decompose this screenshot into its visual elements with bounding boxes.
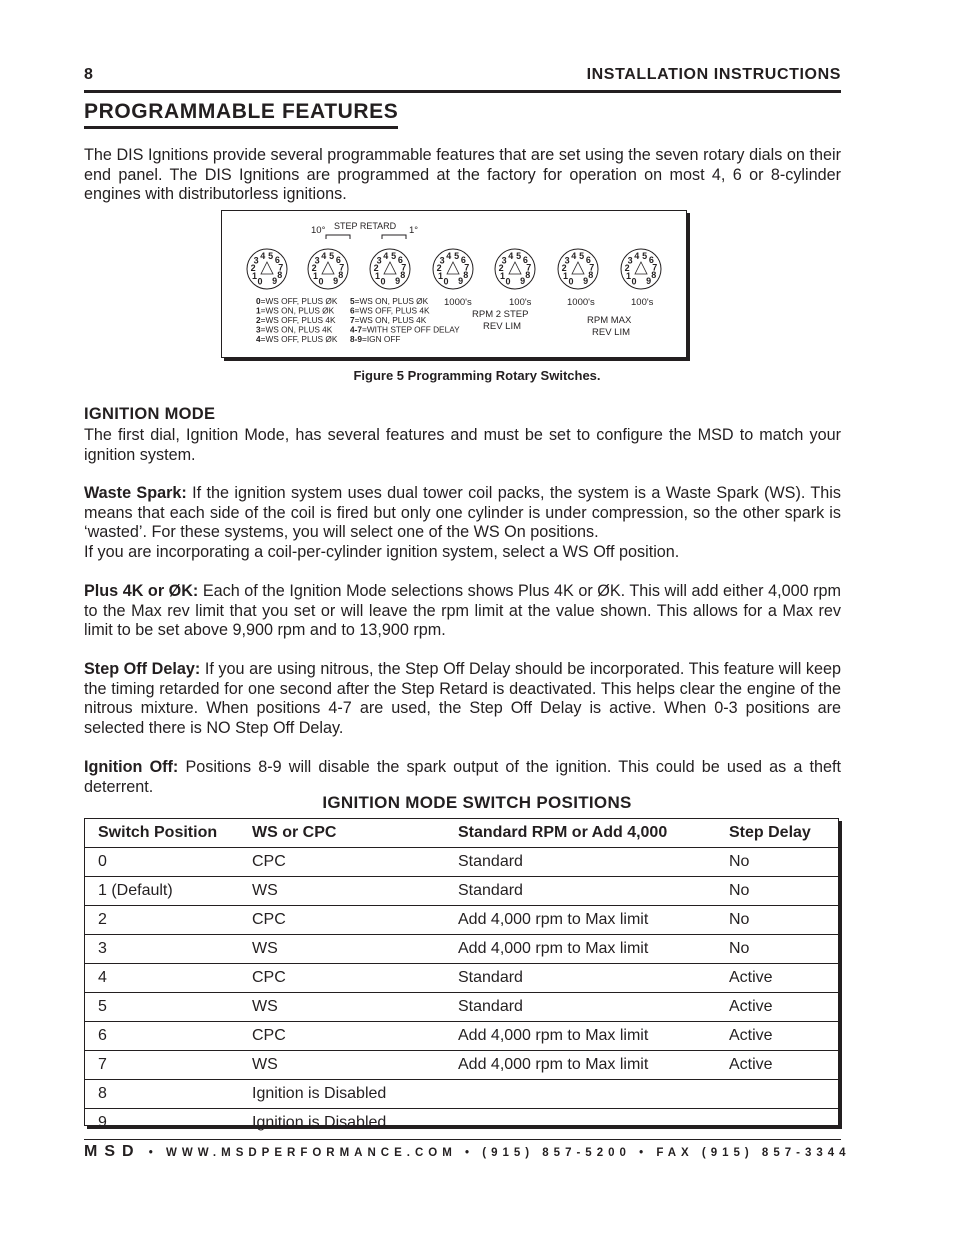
table-title: IGNITION MODE SWITCH POSITIONS xyxy=(322,793,632,812)
header-step-delay: Step Delay xyxy=(716,819,838,848)
header-switch-position: Switch Position xyxy=(85,819,239,848)
dial-digit: 6 xyxy=(335,255,341,266)
dial-digit: 7 xyxy=(401,262,407,273)
dial-digit: 5 xyxy=(454,251,460,261)
one-degree-label: 1° xyxy=(409,225,419,236)
intro-paragraph: The DIS Ignitions provide several programmable features that are set using the seven rotary dials on their end panel. The DIS Ignitions are programmed at the factory for operation on most 4, 6 or 8-cylinder engines with distributorless ignitions. xyxy=(84,146,841,204)
rotary-dial xyxy=(621,249,661,289)
rotary-switch-diagram xyxy=(222,211,686,357)
figure-caption: Figure 5 Programming Rotary Switches. xyxy=(353,368,601,383)
dial-digit: 3 xyxy=(627,255,633,266)
rotary-dial xyxy=(433,249,473,289)
table-cell: 4 xyxy=(85,964,239,993)
waste-spark-paragraph xyxy=(84,484,841,543)
footer-website: WWW.MSDPERFORMANCE.COM xyxy=(166,1147,457,1159)
dial-digit: 6 xyxy=(274,255,280,266)
dial-digit: 9 xyxy=(333,276,339,287)
step-off-text: If you are using nitrous, the Step Off Delay should be incorporated. This feature will keep the timing retarded for one second after the Step Retard is deactivated. This helps clear the engine of the nitrous mixture. When positions 4-7 are used, the Step Off Delay is active. When 0-3 positions are selected there is NO Step Off Delay. xyxy=(84,660,841,737)
table-row xyxy=(85,848,838,877)
max-label-line1: RPM MAX xyxy=(587,315,632,326)
waste-spark-label: Waste Spark: xyxy=(84,484,187,502)
ignition-mode-heading: IGNITION MODE xyxy=(84,405,216,423)
ignition-off-paragraph xyxy=(84,758,841,797)
table-cell: Add 4,000 rpm to Max limit xyxy=(445,935,716,964)
dial-digit: 3 xyxy=(564,255,570,266)
legend-text: =WS ON, PLUS ØK xyxy=(354,296,429,306)
dial-digit: 1 xyxy=(374,270,381,281)
table-cell: Ignition is Disabled xyxy=(239,1080,445,1109)
legend-text: =WS OFF, PLUS 4K xyxy=(260,315,336,325)
table-cell: 9 xyxy=(98,1114,107,1131)
step-off-label: Step Off Delay: xyxy=(84,660,201,678)
table-row xyxy=(85,1080,838,1109)
legend-text: =WS OFF, PLUS ØK xyxy=(260,334,338,344)
legend-key: 4 xyxy=(256,334,261,344)
table-row xyxy=(85,935,838,964)
dial-digit: 0 xyxy=(257,276,263,287)
step-off-paragraph xyxy=(84,660,841,738)
dial-digit: 3 xyxy=(439,255,445,266)
dial-digit: 5 xyxy=(329,251,335,261)
dial-digit: 4 xyxy=(260,251,266,262)
dial-pointer xyxy=(261,262,273,274)
legend-entry xyxy=(350,334,401,344)
bracket-right xyxy=(382,235,406,239)
dial-digit: 7 xyxy=(652,262,658,273)
footer-fax: FAX (915) 857-3344 xyxy=(656,1147,851,1159)
max-hundreds-label: 100's xyxy=(631,297,654,308)
legend-entry xyxy=(350,306,430,316)
dial-digit: 2 xyxy=(311,263,317,273)
mode-legend xyxy=(256,296,460,344)
legend-text: =WS ON, PLUS 4K xyxy=(260,324,333,335)
footer-brand: MSD xyxy=(84,1143,141,1160)
table-cell: Standard xyxy=(445,848,716,877)
dial-pointer xyxy=(509,262,521,274)
dial-pointer xyxy=(635,262,647,274)
dial-digit: 7 xyxy=(526,262,532,273)
table-cell: Add 4,000 rpm to Max limit xyxy=(445,1051,716,1080)
dial-digit: 9 xyxy=(520,276,526,287)
dial-digit: 4 xyxy=(321,251,327,262)
dial-digit: 1 xyxy=(251,270,258,281)
rotary-dial xyxy=(558,249,598,289)
legend-key: 8-9 xyxy=(350,334,362,344)
legend-text: =WS ON, PLUS ØK xyxy=(260,305,335,316)
rpm2-thousands-label: 1000's xyxy=(444,297,472,308)
legend-text: =WS ON, PLUS 4K xyxy=(354,315,427,325)
dial-digit: 8 xyxy=(400,270,406,281)
table-cell: Standard xyxy=(445,877,716,906)
dial-digit: 8 xyxy=(525,270,531,281)
legend-text: =IGN OFF xyxy=(362,334,401,344)
dial-digit: 5 xyxy=(516,251,522,261)
table-cell: WS xyxy=(239,935,445,964)
dial-digit: 5 xyxy=(642,251,648,261)
dial-pointer xyxy=(447,262,459,274)
footer-separator: • xyxy=(639,1147,649,1159)
table-row xyxy=(85,877,838,906)
legend-key: 1 xyxy=(256,305,261,316)
table-cell: 1 (Default) xyxy=(85,877,239,906)
dial-digit: 6 xyxy=(397,255,403,266)
ignition-mode-intro: The first dial, Ignition Mode, has several features and must be set to configure the MSD to match your ignition system. xyxy=(84,426,841,464)
step-retard-label: STEP RETARD xyxy=(334,221,397,231)
table-cell: WS xyxy=(239,1051,445,1080)
dial-digit: 7 xyxy=(339,262,345,273)
table-cell: No xyxy=(716,935,838,964)
dial-pointer xyxy=(572,262,584,274)
max-thousands-label: 1000's xyxy=(567,297,595,308)
legend-entry xyxy=(350,296,429,306)
legend-entry xyxy=(350,315,427,325)
table-cell xyxy=(716,1109,838,1138)
table-cell: CPC xyxy=(239,848,445,877)
legend-key: 6 xyxy=(350,305,355,316)
table-cell: Active xyxy=(716,964,838,993)
table-cell: WS xyxy=(239,877,445,906)
legend-key: 5 xyxy=(350,296,355,306)
footer-separator: • xyxy=(148,1147,158,1159)
legend-key: 2 xyxy=(256,315,261,325)
table-cell: No xyxy=(716,877,838,906)
switch-positions-table xyxy=(84,818,839,1131)
dial-digit: 8 xyxy=(277,270,283,281)
table-cell: 5 xyxy=(85,993,239,1022)
footer-rule xyxy=(84,1139,841,1140)
dial-digit: 4 xyxy=(383,251,389,262)
dial-digit: 0 xyxy=(505,276,511,287)
dial-digit: 1 xyxy=(562,270,569,281)
table-row xyxy=(85,964,838,993)
table-cell: Active xyxy=(716,1022,838,1051)
dial-digit: 6 xyxy=(460,255,466,266)
max-label-line2: REV LIM xyxy=(592,327,631,338)
dial-digit: 2 xyxy=(373,263,379,273)
table-cell xyxy=(445,1109,716,1138)
dial-digit: 7 xyxy=(278,262,284,273)
footer-separator: • xyxy=(465,1147,475,1159)
dial-digit: 1 xyxy=(499,270,506,281)
header-ws-or-cpc: WS or CPC xyxy=(239,819,445,848)
ten-degree-label: 10° xyxy=(311,225,326,236)
rotary-dial xyxy=(308,249,348,289)
rpm2-label-line2: REV LIM xyxy=(483,321,522,332)
dial-digit: 4 xyxy=(571,251,577,262)
legend-entry xyxy=(256,315,336,325)
plus4k-paragraph xyxy=(84,582,841,641)
table-cell: Active xyxy=(716,993,838,1022)
table-cell xyxy=(716,1080,838,1109)
dial-digit: 2 xyxy=(624,263,630,273)
dial-digit: 5 xyxy=(579,251,585,261)
document-title: INSTALLATION INSTRUCTIONS xyxy=(586,66,841,83)
ignition-off-text: Positions 8-9 will disable the spark output of the ignition. This could be used as a theft deterrent. xyxy=(84,758,841,796)
table-row xyxy=(85,1109,838,1138)
dial-digit: 4 xyxy=(508,251,514,262)
dial-digit: 4 xyxy=(446,251,452,262)
page-number: 8 xyxy=(84,66,94,83)
table-cell: Add 4,000 rpm to Max limit xyxy=(445,1022,716,1051)
dial-digit: 8 xyxy=(463,270,469,281)
waste-spark-paragraph-2: If you are incorporating a coil-per-cylinder ignition system, select a WS Off position. xyxy=(84,543,680,561)
rpm2-hundreds-label: 100's xyxy=(509,297,532,308)
dial-digit: 1 xyxy=(437,270,444,281)
dial-digit: 2 xyxy=(561,263,567,273)
rotary-dial xyxy=(370,249,410,289)
table-cell: 8 xyxy=(85,1080,239,1109)
table-header-row xyxy=(85,819,838,848)
footer xyxy=(84,1143,851,1161)
table-cell: Add 4,000 rpm to Max limit xyxy=(445,906,716,935)
legend-text: =WITH STEP OFF DELAY xyxy=(362,324,460,335)
footer-phone: (915) 857-5200 xyxy=(482,1147,631,1159)
dials-group xyxy=(247,249,661,289)
legend-entry xyxy=(256,334,338,344)
dial-digit: 6 xyxy=(522,255,528,266)
table-cell: WS xyxy=(239,993,445,1022)
rpm2-label-line1: RPM 2 STEP xyxy=(472,309,529,320)
dial-digit: 9 xyxy=(646,276,652,287)
dial-digit: 2 xyxy=(498,263,504,273)
plus4k-text: Each of the Ignition Mode selections shows Plus 4K or ØK. This will add either 4,000 rpm to the Max rev limit that you set or will leave the rpm limit at the value shown. This allows for a Max rev limit to be set above 9,900 rpm and to 13,900 rpm. xyxy=(84,582,841,640)
table-row xyxy=(85,906,838,935)
table-cell: Ignition is Disabled xyxy=(252,1114,387,1131)
table-cell: CPC xyxy=(239,964,445,993)
table-cell: 6 xyxy=(85,1022,239,1051)
table-cell: 3 xyxy=(85,935,239,964)
table-cell: CPC xyxy=(239,906,445,935)
dial-digit: 2 xyxy=(436,263,442,273)
legend-text: =WS OFF, PLUS 4K xyxy=(354,305,430,316)
dial-digit: 0 xyxy=(380,276,386,287)
dial-digit: 9 xyxy=(458,276,464,287)
waste-spark-text: If the ignition system uses dual tower coil packs, the system is a Waste Spark (WS). This means that each side of the coil is fired but only one cylinder is under compression, so the other spark is ‘wasted’. For these systems, you will select one of the WS On positions. xyxy=(84,484,841,542)
dial-pointer xyxy=(384,262,396,274)
table-cell: Standard xyxy=(445,993,716,1022)
table-row xyxy=(85,993,838,1022)
dial-digit: 9 xyxy=(272,276,278,287)
table-row xyxy=(85,1022,838,1051)
table-cell: Active xyxy=(716,1051,838,1080)
table-cell xyxy=(445,1080,716,1109)
header-rule xyxy=(84,90,841,93)
dial-digit: 7 xyxy=(589,262,595,273)
dial-digit: 9 xyxy=(583,276,589,287)
legend-text: =WS OFF, PLUS ØK xyxy=(260,296,338,306)
table-cell: 2 xyxy=(85,906,239,935)
table-cell: No xyxy=(716,848,838,877)
legend-key: 4-7 xyxy=(350,324,362,335)
dial-digit: 6 xyxy=(585,255,591,266)
dial-digit: 3 xyxy=(253,255,259,266)
rotary-switch-figure xyxy=(221,210,687,358)
legend-key: 3 xyxy=(256,324,261,335)
bracket-left xyxy=(326,235,350,239)
dial-digit: 2 xyxy=(250,263,256,273)
legend-entry xyxy=(256,296,338,306)
table-cell: Standard xyxy=(445,964,716,993)
dial-digit: 3 xyxy=(314,255,320,266)
section-title: PROGRAMMABLE FEATURES xyxy=(84,100,398,129)
ignition-off-label: Ignition Off: xyxy=(84,758,179,776)
legend-key: 7 xyxy=(350,315,355,325)
dial-digit: 0 xyxy=(318,276,324,287)
legend-key: 0 xyxy=(256,296,261,306)
dial-digit: 1 xyxy=(625,270,632,281)
dial-digit: 4 xyxy=(634,251,640,262)
dial-pointer xyxy=(322,262,334,274)
plus4k-label: Plus 4K or ØK: xyxy=(84,582,199,600)
dial-digit: 1 xyxy=(312,270,319,281)
table-cell: 7 xyxy=(85,1051,239,1080)
dial-digit: 7 xyxy=(464,262,470,273)
table-cell: 0 xyxy=(85,848,239,877)
rotary-dial xyxy=(247,249,287,289)
legend-entry xyxy=(256,306,335,316)
dial-digit: 3 xyxy=(501,255,507,266)
dial-digit: 6 xyxy=(648,255,654,266)
dial-digit: 8 xyxy=(338,270,344,281)
dial-digit: 5 xyxy=(391,251,397,261)
table-row xyxy=(85,1051,838,1080)
dial-digit: 9 xyxy=(395,276,401,287)
dial-digit: 0 xyxy=(631,276,637,287)
table-cell: CPC xyxy=(239,1022,445,1051)
dial-digit: 0 xyxy=(443,276,449,287)
dial-digit: 8 xyxy=(651,270,657,281)
table-cell: No xyxy=(716,906,838,935)
dial-digit: 3 xyxy=(376,255,382,266)
dial-digit: 0 xyxy=(568,276,574,287)
rotary-dial xyxy=(495,249,535,289)
dial-digit: 5 xyxy=(268,251,274,261)
legend-entry xyxy=(350,325,460,335)
dial-digit: 8 xyxy=(588,270,594,281)
legend-entry xyxy=(256,325,333,335)
header-rpm: Standard RPM or Add 4,000 xyxy=(445,819,716,848)
